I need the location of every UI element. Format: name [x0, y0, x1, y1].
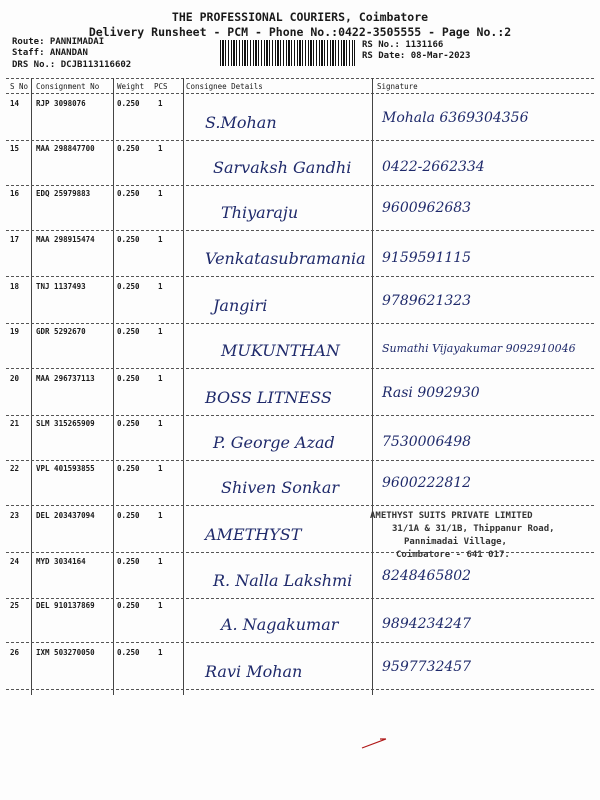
row-signature-handwriting: Mohala 6369304356 — [382, 110, 529, 126]
row-separator — [6, 230, 594, 231]
col-consignment: Consignment No — [36, 82, 100, 91]
row-separator — [6, 505, 594, 506]
row-signature-handwriting: 9789621323 — [382, 293, 472, 309]
row-sno: 24 — [10, 557, 20, 566]
row-separator — [6, 598, 594, 599]
row-weight: 0.250 — [117, 282, 140, 291]
row-signature-handwriting: 9894234247 — [382, 616, 472, 632]
row-pcs: 1 — [158, 327, 163, 336]
row-weight: 0.250 — [117, 327, 140, 336]
row-separator — [6, 415, 594, 416]
row-consignee-handwriting: MUKUNTHAN — [221, 341, 340, 360]
row-separator — [6, 140, 594, 141]
divider — [31, 78, 32, 695]
row-weight: 0.250 — [117, 99, 140, 108]
row-consignment-no: EDQ 25979883 — [36, 189, 91, 198]
row-pcs: 1 — [158, 419, 163, 428]
row-consignment-no: MAA 298915474 — [36, 235, 95, 244]
row-weight: 0.250 — [117, 511, 140, 520]
row-sno: 15 — [10, 144, 20, 153]
row-weight: 0.250 — [117, 601, 140, 610]
stamp-line: 31/1A & 31/1B, Thippanur Road, — [392, 524, 555, 534]
row-sno: 16 — [10, 189, 20, 198]
row-pcs: 1 — [158, 511, 163, 520]
row-consignment-no: IXM 503270050 — [36, 648, 95, 657]
col-consignee: Consignee Details — [186, 82, 263, 91]
row-sno: 17 — [10, 235, 20, 244]
row-sno: 21 — [10, 419, 20, 428]
divider — [113, 78, 114, 695]
stamp-line: Coimbatore - 641 017. — [396, 550, 510, 560]
row-consignment-no: DEL 910137869 — [36, 601, 95, 610]
row-pcs: 1 — [158, 282, 163, 291]
row-pcs: 1 — [158, 189, 163, 198]
row-consignee-handwriting: Shiven Sonkar — [221, 478, 340, 497]
company-stamp — [370, 510, 555, 562]
row-separator — [6, 185, 594, 186]
row-consignment-no: MYD 3034164 — [36, 557, 86, 566]
row-consignment-no: RJP 3098076 — [36, 99, 86, 108]
row-consignment-no: DEL 203437094 — [36, 511, 95, 520]
row-separator — [6, 460, 594, 461]
row-weight: 0.250 — [117, 648, 140, 657]
row-signature-handwriting: 9597732457 — [382, 659, 472, 675]
row-consignee-handwriting: Jangiri — [213, 296, 268, 315]
row-separator — [6, 689, 594, 690]
row-sno: 23 — [10, 511, 20, 520]
row-sno: 18 — [10, 282, 20, 291]
drs-number: DRS No.: DCJB113116602 — [12, 60, 132, 70]
row-signature-handwriting: 9600222812 — [382, 475, 472, 491]
row-consignee-handwriting: Venkatasubramania — [205, 249, 366, 268]
row-pcs: 1 — [158, 601, 163, 610]
row-consignment-no: TNJ 1137493 — [36, 282, 86, 291]
row-consignee-handwriting: S.Mohan — [205, 113, 277, 132]
row-consignment-no: MAA 296737113 — [36, 374, 95, 383]
row-pcs: 1 — [158, 648, 163, 657]
divider — [372, 78, 373, 695]
row-signature-handwriting: Rasi 9092930 — [382, 385, 480, 401]
row-consignee-handwriting: R. Nalla Lakshmi — [213, 571, 353, 590]
stamp-line: AMETHYST SUITS PRIVATE LIMITED — [370, 511, 533, 521]
row-consignment-no: VPL 401593855 — [36, 464, 95, 473]
row-consignee-handwriting: Sarvaksh Gandhi — [213, 158, 352, 177]
row-sno: 20 — [10, 374, 20, 383]
rs-date: RS Date: 08-Mar-2023 — [362, 51, 471, 61]
barcode-image — [220, 40, 355, 66]
col-pcs: PCS — [154, 82, 168, 91]
col-signature: Signature — [377, 82, 418, 91]
col-sno: S No — [10, 82, 29, 91]
row-pcs: 1 — [158, 374, 163, 383]
row-consignment-no: MAA 298847700 — [36, 144, 95, 153]
route-label: Route: PANNIMADAI — [12, 37, 105, 47]
stamp-line: Pannimadai Village, — [404, 537, 507, 547]
row-consignment-no: GDR 5292670 — [36, 327, 86, 336]
row-consignee-handwriting: A. Nagakumar — [221, 615, 339, 634]
table-top-rule — [6, 78, 594, 79]
runsheet-subtitle: Delivery Runsheet - PCM - Phone No.:0422-3505555 - Page No.:2 — [88, 25, 512, 39]
company-title: THE PROFESSIONAL COURIERS, Coimbatore — [171, 10, 429, 24]
header-rule — [6, 93, 594, 94]
row-weight: 0.250 — [117, 419, 140, 428]
rs-number: RS No.: 1131166 — [362, 40, 444, 50]
row-weight: 0.250 — [117, 557, 140, 566]
row-pcs: 1 — [158, 235, 163, 244]
row-separator — [6, 323, 594, 324]
row-consignee-handwriting: AMETHYST — [205, 525, 302, 544]
row-sno: 14 — [10, 99, 20, 108]
row-weight: 0.250 — [117, 464, 140, 473]
row-weight: 0.250 — [117, 235, 140, 244]
row-signature-handwriting: 0422-2662334 — [382, 159, 485, 175]
row-consignment-no: SLM 315265909 — [36, 419, 95, 428]
row-sno: 26 — [10, 648, 20, 657]
row-signature-handwriting: 7530006498 — [382, 434, 472, 450]
row-pcs: 1 — [158, 557, 163, 566]
row-sno: 19 — [10, 327, 20, 336]
divider — [183, 78, 184, 695]
row-signature-handwriting: 9600962683 — [382, 200, 472, 216]
row-weight: 0.250 — [117, 189, 140, 198]
row-separator — [6, 368, 594, 369]
staff-label: Staff: ANANDAN — [12, 48, 88, 58]
row-signature-handwriting: 9159591115 — [382, 250, 472, 266]
row-sno: 22 — [10, 464, 20, 473]
row-pcs: 1 — [158, 99, 163, 108]
row-consignee-handwriting: Ravi Mohan — [205, 662, 303, 681]
row-sno: 25 — [10, 601, 20, 610]
row-signature-handwriting: Sumathi Vijayakumar 9092910046 — [382, 342, 576, 355]
row-pcs: 1 — [158, 464, 163, 473]
row-consignee-handwriting: Thiyaraju — [221, 203, 299, 222]
row-separator — [6, 276, 594, 277]
row-separator — [6, 642, 594, 643]
row-weight: 0.250 — [117, 144, 140, 153]
row-consignee-handwriting: BOSS LITNESS — [205, 388, 332, 407]
row-weight: 0.250 — [117, 374, 140, 383]
row-pcs: 1 — [158, 144, 163, 153]
row-consignee-handwriting: P. George Azad — [213, 433, 335, 452]
pen-mark — [360, 736, 390, 750]
col-weight: Weight — [117, 82, 145, 91]
row-signature-handwriting: 8248465802 — [382, 568, 472, 584]
